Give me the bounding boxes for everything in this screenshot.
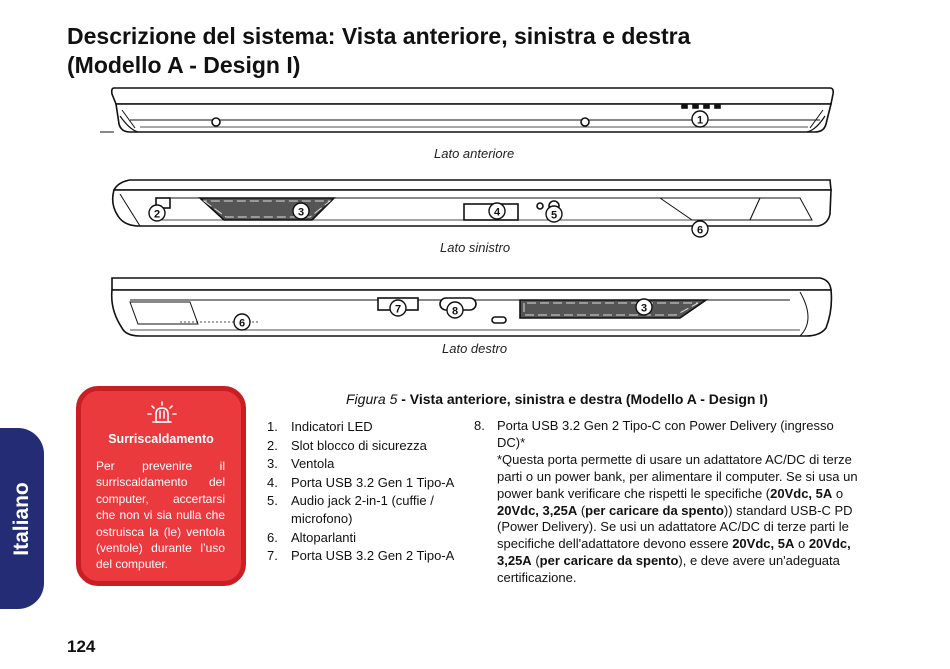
note-bold: 20Vdc, 3,25A bbox=[497, 536, 851, 569]
list-item-title: Porta USB 3.2 Gen 2 Tipo-C con Power Delivery (ingresso DC)* bbox=[497, 418, 834, 450]
page-title bbox=[67, 22, 690, 80]
list-item-text: Altoparlanti bbox=[291, 529, 357, 545]
front-view-label: Lato anteriore bbox=[434, 146, 515, 161]
list-item-number: 8. bbox=[474, 418, 485, 433]
callout-label: 6 bbox=[696, 224, 704, 237]
list-item-text: Indicatori LED bbox=[291, 419, 373, 434]
list-item-number: 6. bbox=[267, 529, 278, 545]
component-list bbox=[262, 418, 467, 566]
left-view bbox=[113, 180, 831, 226]
callout-label: 3 bbox=[640, 302, 648, 315]
callout-left-6 bbox=[692, 221, 708, 237]
note-bold: 20Vdc, 5A bbox=[770, 485, 833, 501]
component-list-continued bbox=[474, 418, 859, 587]
callout-right-7 bbox=[390, 300, 406, 316]
list-item bbox=[262, 455, 467, 473]
callout-label: 2 bbox=[153, 208, 161, 221]
callout-left-4 bbox=[489, 203, 505, 219]
list-item-text: Porta USB 3.2 Gen 2 Tipo-A bbox=[291, 548, 455, 564]
front-view bbox=[100, 88, 833, 132]
callout-label: 3 bbox=[297, 206, 305, 219]
list-item-number: 5. bbox=[267, 493, 278, 509]
overheating-warning-box bbox=[76, 386, 246, 586]
note-bold: 20Vdc, 3,25A bbox=[497, 502, 578, 518]
callout-label: 8 bbox=[451, 305, 459, 318]
figure-caption bbox=[346, 391, 768, 407]
page-title-line2: (Modello A - Design I) bbox=[67, 52, 301, 78]
callout-label: 1 bbox=[696, 114, 704, 127]
note-bold: 20Vdc, 5A bbox=[732, 536, 795, 552]
list-item-note bbox=[497, 452, 859, 587]
callout-left-2 bbox=[149, 205, 165, 221]
list-item bbox=[262, 529, 467, 547]
overheat-warning-icon bbox=[145, 401, 179, 427]
note-text: ), e deve avere un'adeguata certificazione. bbox=[497, 553, 840, 586]
list-item-text: Ventola bbox=[291, 456, 335, 472]
page-title-line1: Descrizione del sistema: Vista anteriore, sinistra e destra bbox=[67, 23, 691, 49]
callout-right-6 bbox=[234, 314, 250, 330]
callout-label: 7 bbox=[394, 303, 402, 316]
language-label: Italiano bbox=[10, 481, 33, 556]
list-item-number: 1. bbox=[267, 419, 278, 434]
list-item bbox=[262, 418, 467, 436]
list-item-text: Porta USB 3.2 Gen 1 Tipo-A bbox=[291, 474, 455, 490]
note-bold: per caricare da spento bbox=[539, 553, 679, 569]
list-item bbox=[262, 474, 467, 492]
page-number: 124 bbox=[67, 637, 96, 656]
note-text: o bbox=[794, 536, 809, 552]
right-view-label: Lato destro bbox=[442, 341, 508, 356]
note-text: ( bbox=[577, 502, 586, 518]
right-view bbox=[112, 278, 832, 336]
list-item bbox=[262, 547, 467, 565]
callout-left-5 bbox=[546, 206, 562, 222]
list-item bbox=[262, 492, 467, 527]
callout-label: 5 bbox=[550, 209, 558, 222]
callout-label: 6 bbox=[238, 317, 246, 330]
note-bold: per caricare da spento bbox=[585, 502, 724, 518]
list-item-number: 4. bbox=[267, 474, 278, 490]
callout-right-3 bbox=[636, 299, 652, 315]
list-item-number: 2. bbox=[267, 437, 278, 453]
list-item-text: Slot blocco di sicurezza bbox=[291, 437, 427, 453]
list-item-text: Audio jack 2-in-1 (cuffie / microfono) bbox=[291, 493, 434, 526]
callout-label: 4 bbox=[493, 206, 501, 219]
figure-text: - Vista anteriore, sinistra e destra (Modello A - Design I) bbox=[397, 391, 768, 407]
list-item bbox=[262, 437, 467, 455]
list-item-usb-c bbox=[474, 418, 859, 587]
laptop-views-diagram bbox=[100, 80, 845, 370]
note-text: )) standard USB-C PD (Power Delivery). Se usi un adattatore AC/DC di terze parti le specifiche dell'adattatore devono essere bbox=[497, 502, 853, 552]
figure-label: Figura 5 bbox=[346, 391, 398, 407]
callout-right-8 bbox=[447, 302, 463, 318]
left-view-label: Lato sinistro bbox=[440, 240, 511, 255]
note-text: ( bbox=[531, 553, 540, 569]
callout-left-3 bbox=[293, 203, 309, 219]
list-item-number: 7. bbox=[267, 548, 278, 564]
warning-title: Surriscaldamento bbox=[108, 432, 214, 446]
note-text: *Questa porta permette di usare un adattatore AC/DC di terze parti o un power bank, per alimentare il computer. Se si usa un power bank verificare che rispetti le specifiche ( bbox=[497, 451, 858, 501]
list-item-number: 3. bbox=[267, 456, 278, 472]
note-text: o bbox=[832, 485, 844, 501]
callout-front-1 bbox=[692, 111, 708, 127]
language-side-tab bbox=[0, 428, 44, 609]
warning-text: Per prevenire il surriscaldamento del computer, accertarsi che non vi sia nulla che ostruisca la (le) ventola (ventole) durante l’uso del computer. bbox=[96, 459, 225, 572]
